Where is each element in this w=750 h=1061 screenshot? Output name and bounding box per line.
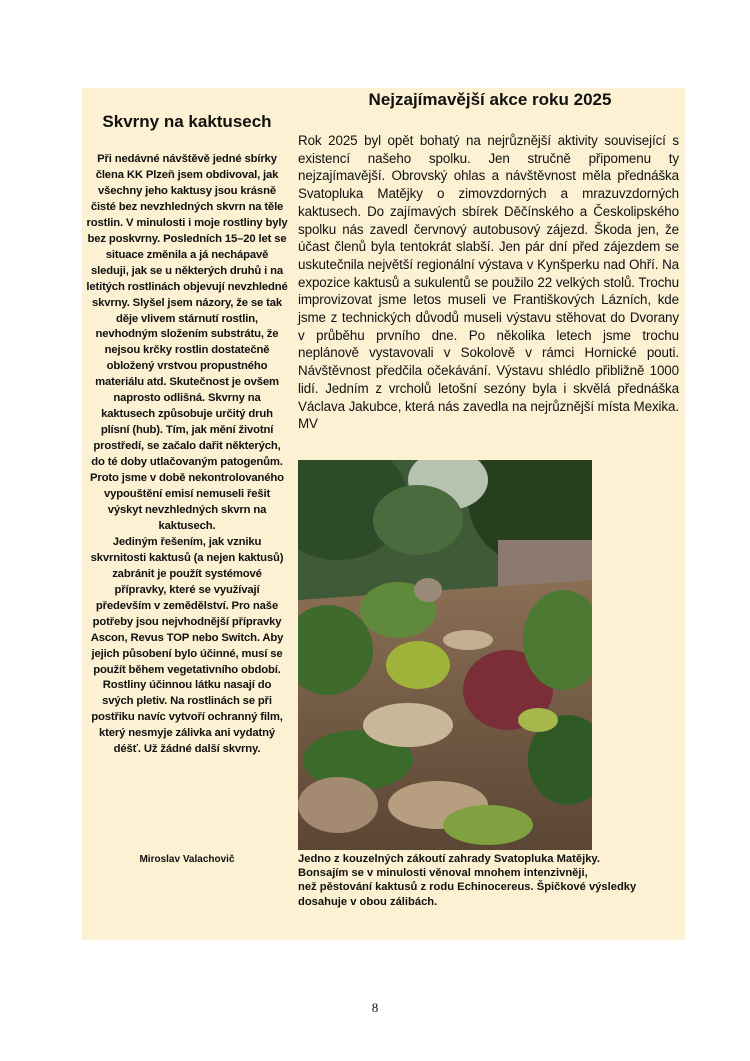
- photo-caption-line-1: Jedno z kouzelných zákoutí zahrady Svatopluka Matějky.: [298, 853, 600, 865]
- photo-caption-line-2: Bonsajím se v minulosti věnoval mnohem intenzivněji,: [298, 867, 588, 880]
- left-article-title: Skvrny na kaktusech: [102, 112, 272, 131]
- photo-caption: [298, 852, 658, 909]
- garden-photo-image: [298, 460, 592, 850]
- garden-photo: [298, 460, 592, 850]
- page-number: 8: [371, 1000, 379, 1015]
- left-article-author: Miroslav Valachovič: [139, 854, 235, 865]
- left-article-paragraph-2: Jediným řešením, jak vzniku skvrnitosti kaktusů (a nejen kaktusů) zabránit je použít systémové přípravky, které se využívají především v zemědělství. Pro naše potřeby jsou nejvhodnější přípravky Ascon, Revus TOP nebo Switch. Aby jejich působení bylo účinné, musí se použít během vegetativního období. Rostliny účinnou látku nasají do svých pletiv. Na rostlinách se při postřiku navíc vytvoří ochranný film, který nesmyje zálivka ani vydatný déšť. Už žádné další skvrny.: [90, 535, 284, 756]
- right-article-body: Rok 2025 byl opět bohatý na nejrůznější aktivity související s existencí našeho spolku. Jen stručně připomenu ty nejzajímavější. Obrovský ohlas a návštěvnost měla přednáška Svatopluka Matějky o zimovzdorných a mrazuvzdorných kaktusech. Do zajímavých sbírek Děčínského a Českolipského spolku nás zavedl červnový autobusový zájezd. Škoda jen, že účast členů byla tentokrát slabší. Jen pár dní před zájezdem se uskutečnila největší regionální výstava v Kynšperku nad Ohří. Na expozice kaktusů a sukulentů se použilo 22 velkých stolů. Trochu improvizovat jsme letos museli ve Františkových Lázních, kde jsme z technických důvodů museli výstavu stěhovat do Dvorany v průběhu prvního dne. Po několika letech jsme trochu neplánově vystavovali v Sokolově v rámci Hornické pouti. Návštěvnost předčila očekávání. Výstavu shlédlo přibližně 1000 lidí. Jedním z vrcholů letošní sezóny byla i skvělá přednáška Václava Jakubce, která nás zavedla na nejrůznější místa Mexika. MV: [298, 133, 679, 432]
- right-article-title: Nejzajímavější akce roku 2025: [368, 90, 612, 109]
- left-article-body: [86, 152, 288, 758]
- photo-caption-line-4: dosahuje v obou zálibách.: [298, 895, 438, 908]
- photo-caption-line-3: než pěstování kaktusů z rodu Echinocereus. Špičkové výsledky: [298, 881, 637, 894]
- left-article-paragraph-1: Při nedávné návštěvě jedné sbírky člena KK Plzeň jsem obdivoval, jak všechny jeho kaktusy jsou krásně čisté bez nevzhledných skvrn na těle rostlin. V minulosti i moje rostliny byly bez poskvrny. Posledních 15–20 let se situace změnila a já nechápavě sleduji, jak se u některých druhů i na letitých rostlinách objevují nevzhledné skvrny. Slyšel jsem názory, že se tak děje vlivem stárnutí rostlin, nevhodným složením substrátu, že nejsou krčky rostlin dostatečně obložený vrstvou propustného materiálu atd. Skutečnost je ovšem naprosto odlišná. Skvrny na kaktusech způsobuje určitý druh plísní (hub). Tím, jak mění životní prostředí, se začalo dařit některých, do té doby utlačovaným patogenům. Proto jsme v době nekontrolovaného vypouštění emisí nemuseli řešit výskyt nevzhledných skvrn na kaktusech.: [86, 153, 288, 532]
